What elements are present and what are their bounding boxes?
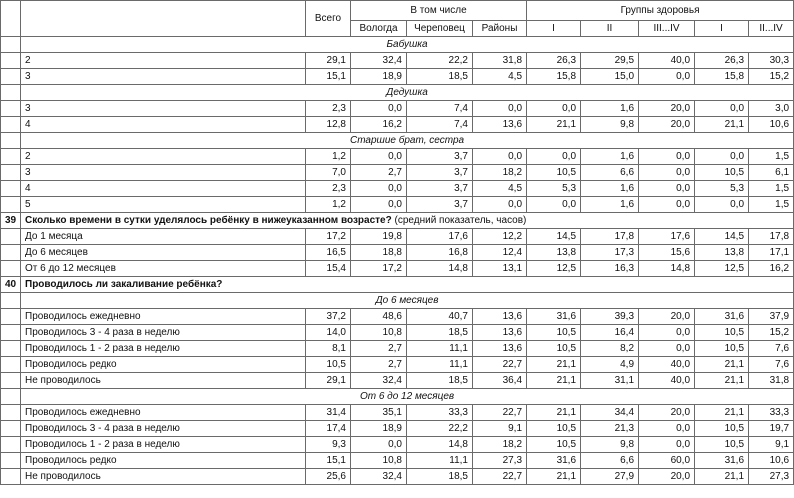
value-cell: 14,5 [527,229,581,245]
value-cell: 0,0 [351,197,407,213]
header-col-group-1: I [527,21,581,37]
header-col-group-2-4: II...IV [749,21,794,37]
value-cell: 0,0 [695,101,749,117]
value-cell: 9,8 [581,117,639,133]
num-cell [1,181,21,197]
num-cell [1,117,21,133]
value-cell: 1,5 [749,181,794,197]
num-cell [1,149,21,165]
value-cell: 0,0 [639,437,695,453]
value-cell: 15,4 [306,261,351,277]
value-cell: 19,8 [351,229,407,245]
table-row [1,117,794,133]
value-cell: 20,0 [639,309,695,325]
value-cell: 6,6 [581,453,639,469]
value-cell: 14,8 [407,437,473,453]
value-cell: 12,8 [306,117,351,133]
value-cell: 1,6 [581,149,639,165]
question-number: 40 [1,277,21,293]
value-cell: 8,2 [581,341,639,357]
value-cell: 7,4 [407,101,473,117]
value-cell: 26,3 [695,53,749,69]
value-cell: 40,0 [639,357,695,373]
num-cell [1,85,21,101]
value-cell: 10,5 [527,325,581,341]
question-note: (средний показатель, часов) [391,214,527,226]
value-cell: 35,1 [351,405,407,421]
value-cell: 18,9 [351,421,407,437]
section-label: До 6 месяцев [21,293,794,309]
value-cell: 22,2 [407,53,473,69]
value-cell: 18,2 [473,165,527,181]
value-cell: 8,1 [306,341,351,357]
num-cell [1,229,21,245]
value-cell: 33,3 [749,405,794,421]
value-cell: 31,6 [527,309,581,325]
value-cell: 40,0 [639,373,695,389]
table-body [1,37,794,485]
value-cell: 29,1 [306,53,351,69]
value-cell: 2,3 [306,181,351,197]
num-cell [1,341,21,357]
section-row [1,37,794,53]
table-row [1,469,794,485]
num-cell [1,37,21,53]
value-cell: 33,3 [407,405,473,421]
value-cell: 0,0 [695,197,749,213]
row-label: От 6 до 12 месяцев [21,261,306,277]
value-cell: 4,5 [473,69,527,85]
row-label: Проводилось 3 - 4 раза в неделю [21,325,306,341]
value-cell: 10,5 [527,165,581,181]
question-row [1,277,794,293]
value-cell: 15,6 [639,245,695,261]
value-cell: 21,1 [527,373,581,389]
value-cell: 10,6 [749,117,794,133]
value-cell: 40,7 [407,309,473,325]
value-cell: 3,7 [407,181,473,197]
value-cell: 13,6 [473,341,527,357]
num-cell [1,421,21,437]
value-cell: 15,1 [306,453,351,469]
value-cell: 0,0 [639,181,695,197]
value-cell: 32,4 [351,53,407,69]
table-row [1,229,794,245]
value-cell: 0,0 [351,101,407,117]
value-cell: 20,0 [639,405,695,421]
num-cell [1,325,21,341]
value-cell: 7,4 [407,117,473,133]
value-cell: 17,3 [581,245,639,261]
table-row [1,453,794,469]
value-cell: 22,2 [407,421,473,437]
section-label: От 6 до 12 месяцев [21,389,794,405]
value-cell: 15,8 [527,69,581,85]
value-cell: 18,5 [407,69,473,85]
value-cell: 17,2 [306,229,351,245]
value-cell: 0,0 [527,197,581,213]
value-cell: 16,5 [306,245,351,261]
value-cell: 13,8 [695,245,749,261]
row-label: 3 [21,165,306,181]
value-cell: 31,8 [473,53,527,69]
row-label: Проводилось ежедневно [21,405,306,421]
value-cell: 4,9 [581,357,639,373]
value-cell: 9,8 [581,437,639,453]
question-cell [21,213,794,229]
table-row [1,325,794,341]
value-cell: 29,5 [581,53,639,69]
value-cell: 21,1 [695,357,749,373]
value-cell: 0,0 [639,165,695,181]
value-cell: 14,0 [306,325,351,341]
value-cell: 14,8 [639,261,695,277]
value-cell: 0,0 [639,149,695,165]
value-cell: 37,9 [749,309,794,325]
value-cell: 29,1 [306,373,351,389]
value-cell: 31,1 [581,373,639,389]
value-cell: 14,5 [695,229,749,245]
value-cell: 1,6 [581,197,639,213]
row-label: 4 [21,117,306,133]
value-cell: 10,5 [695,437,749,453]
value-cell: 6,1 [749,165,794,181]
value-cell: 21,1 [527,469,581,485]
num-cell [1,357,21,373]
value-cell: 13,6 [473,309,527,325]
row-label: 3 [21,69,306,85]
num-cell [1,133,21,149]
value-cell: 27,3 [473,453,527,469]
value-cell: 15,8 [695,69,749,85]
value-cell: 9,1 [473,421,527,437]
value-cell: 16,2 [749,261,794,277]
value-cell: 21,1 [527,405,581,421]
row-label: 3 [21,101,306,117]
value-cell: 0,0 [639,421,695,437]
section-label: Старшие брат, сестра [21,133,794,149]
row-label: 5 [21,197,306,213]
value-cell: 10,5 [527,437,581,453]
value-cell: 25,6 [306,469,351,485]
value-cell: 6,6 [581,165,639,181]
row-label: Проводилось 1 - 2 раза в неделю [21,437,306,453]
value-cell: 20,0 [639,469,695,485]
question-number: 39 [1,213,21,229]
header-col-districts: Районы [473,21,527,37]
value-cell: 2,3 [306,101,351,117]
table-row [1,405,794,421]
value-cell: 0,0 [351,149,407,165]
table-row [1,181,794,197]
value-cell: 3,7 [407,165,473,181]
table-row [1,421,794,437]
value-cell: 37,2 [306,309,351,325]
value-cell: 39,3 [581,309,639,325]
value-cell: 21,1 [695,373,749,389]
value-cell: 16,2 [351,117,407,133]
value-cell: 15,1 [306,69,351,85]
row-label: 4 [21,181,306,197]
question-text: Проводилось ли закаливание ребёнка? [25,278,223,290]
num-cell [1,197,21,213]
section-label: Дедушка [21,85,794,101]
value-cell: 17,2 [351,261,407,277]
header-col-cherepovets: Череповец [407,21,473,37]
value-cell: 10,6 [749,453,794,469]
value-cell: 15,0 [581,69,639,85]
row-label: До 1 месяца [21,229,306,245]
value-cell: 9,1 [749,437,794,453]
row-label: Не проводилось [21,469,306,485]
section-row [1,293,794,309]
num-cell [1,309,21,325]
section-row [1,133,794,149]
value-cell: 40,0 [639,53,695,69]
value-cell: 7,6 [749,357,794,373]
value-cell: 26,3 [527,53,581,69]
value-cell: 10,8 [351,453,407,469]
value-cell: 27,9 [581,469,639,485]
value-cell: 16,8 [407,245,473,261]
table-row [1,341,794,357]
num-cell [1,245,21,261]
row-label: 2 [21,149,306,165]
value-cell: 17,8 [749,229,794,245]
value-cell: 0,0 [527,101,581,117]
value-cell: 20,0 [639,117,695,133]
question-row [1,213,794,229]
num-cell [1,165,21,181]
value-cell: 5,3 [695,181,749,197]
row-label: Проводилось ежедневно [21,309,306,325]
value-cell: 27,3 [749,469,794,485]
num-cell [1,69,21,85]
value-cell: 15,2 [749,69,794,85]
value-cell: 10,5 [527,421,581,437]
value-cell: 18,2 [473,437,527,453]
num-cell [1,261,21,277]
value-cell: 9,3 [306,437,351,453]
value-cell: 11,1 [407,453,473,469]
value-cell: 3,0 [749,101,794,117]
header-col-vologda: Вологда [351,21,407,37]
value-cell: 0,0 [351,181,407,197]
value-cell: 17,4 [306,421,351,437]
value-cell: 10,5 [306,357,351,373]
num-cell [1,101,21,117]
value-cell: 10,5 [695,325,749,341]
value-cell: 1,5 [749,197,794,213]
header-total: Всего [306,1,351,37]
value-cell: 0,0 [639,197,695,213]
value-cell: 7,0 [306,165,351,181]
value-cell: 0,0 [695,149,749,165]
value-cell: 1,2 [306,197,351,213]
value-cell: 0,0 [639,341,695,357]
value-cell: 13,8 [527,245,581,261]
value-cell: 31,6 [527,453,581,469]
value-cell: 2,7 [351,165,407,181]
value-cell: 0,0 [639,69,695,85]
value-cell: 21,1 [695,469,749,485]
value-cell: 30,3 [749,53,794,69]
value-cell: 17,8 [581,229,639,245]
value-cell: 0,0 [473,197,527,213]
value-cell: 2,7 [351,341,407,357]
row-label: Проводилось редко [21,357,306,373]
header-col-group-1b: I [695,21,749,37]
table-row [1,101,794,117]
value-cell: 11,1 [407,357,473,373]
table-row [1,149,794,165]
value-cell: 22,7 [473,357,527,373]
row-label: До 6 месяцев [21,245,306,261]
num-cell [1,53,21,69]
header-groups: Группы здоровья [527,1,794,21]
table-row [1,437,794,453]
table-row [1,373,794,389]
section-row [1,85,794,101]
section-label: Бабушка [21,37,794,53]
value-cell: 1,5 [749,149,794,165]
value-cell: 22,7 [473,405,527,421]
value-cell: 15,2 [749,325,794,341]
value-cell: 21,1 [527,357,581,373]
table-row [1,309,794,325]
num-cell [1,293,21,309]
value-cell: 12,2 [473,229,527,245]
value-cell: 18,5 [407,469,473,485]
value-cell: 3,7 [407,197,473,213]
header-incl: В том числе [351,1,527,21]
value-cell: 20,0 [639,101,695,117]
header-row-top [1,1,794,21]
value-cell: 18,5 [407,325,473,341]
table-row [1,261,794,277]
question-cell [21,277,794,293]
value-cell: 17,1 [749,245,794,261]
header-num-cell [1,1,21,37]
header-col-group-3-4: III...IV [639,21,695,37]
num-cell [1,405,21,421]
table-row [1,69,794,85]
value-cell: 0,0 [351,437,407,453]
value-cell: 36,4 [473,373,527,389]
value-cell: 1,6 [581,101,639,117]
value-cell: 18,5 [407,373,473,389]
value-cell: 1,2 [306,149,351,165]
value-cell: 18,9 [351,69,407,85]
row-label: Проводилось 1 - 2 раза в неделю [21,341,306,357]
value-cell: 10,5 [527,341,581,357]
value-cell: 21,3 [581,421,639,437]
value-cell: 13,1 [473,261,527,277]
num-cell [1,373,21,389]
value-cell: 31,6 [695,453,749,469]
value-cell: 31,8 [749,373,794,389]
value-cell: 0,0 [473,149,527,165]
table-row [1,197,794,213]
value-cell: 10,5 [695,341,749,357]
value-cell: 32,4 [351,469,407,485]
value-cell: 21,1 [695,117,749,133]
header-label-cell [21,1,306,37]
question-text: Сколько времени в сутки уделялось ребёнку в нижеуказанном возрасте? [25,214,392,226]
value-cell: 11,1 [407,341,473,357]
table-row [1,165,794,181]
value-cell: 0,0 [639,325,695,341]
value-cell: 10,5 [695,421,749,437]
table-row [1,357,794,373]
value-cell: 16,3 [581,261,639,277]
value-cell: 10,5 [695,165,749,181]
value-cell: 31,4 [306,405,351,421]
value-cell: 12,5 [527,261,581,277]
num-cell [1,469,21,485]
value-cell: 34,4 [581,405,639,421]
section-row [1,389,794,405]
row-label: 2 [21,53,306,69]
value-cell: 32,4 [351,373,407,389]
value-cell: 13,6 [473,325,527,341]
value-cell: 0,0 [473,101,527,117]
row-label: Проводилось 3 - 4 раза в неделю [21,421,306,437]
num-cell [1,453,21,469]
num-cell [1,389,21,405]
value-cell: 60,0 [639,453,695,469]
value-cell: 14,8 [407,261,473,277]
value-cell: 31,6 [695,309,749,325]
value-cell: 12,5 [695,261,749,277]
value-cell: 22,7 [473,469,527,485]
value-cell: 16,4 [581,325,639,341]
value-cell: 21,1 [695,405,749,421]
value-cell: 17,6 [639,229,695,245]
value-cell: 4,5 [473,181,527,197]
value-cell: 7,6 [749,341,794,357]
row-label: Проводилось редко [21,453,306,469]
value-cell: 18,8 [351,245,407,261]
value-cell: 12,4 [473,245,527,261]
value-cell: 2,7 [351,357,407,373]
value-cell: 19,7 [749,421,794,437]
value-cell: 0,0 [527,149,581,165]
row-label: Не проводилось [21,373,306,389]
value-cell: 48,6 [351,309,407,325]
value-cell: 5,3 [527,181,581,197]
value-cell: 17,6 [407,229,473,245]
table-row [1,53,794,69]
value-cell: 10,8 [351,325,407,341]
table-row [1,245,794,261]
value-cell: 3,7 [407,149,473,165]
num-cell [1,437,21,453]
value-cell: 13,6 [473,117,527,133]
value-cell: 1,6 [581,181,639,197]
header-col-group-2: II [581,21,639,37]
value-cell: 21,1 [527,117,581,133]
